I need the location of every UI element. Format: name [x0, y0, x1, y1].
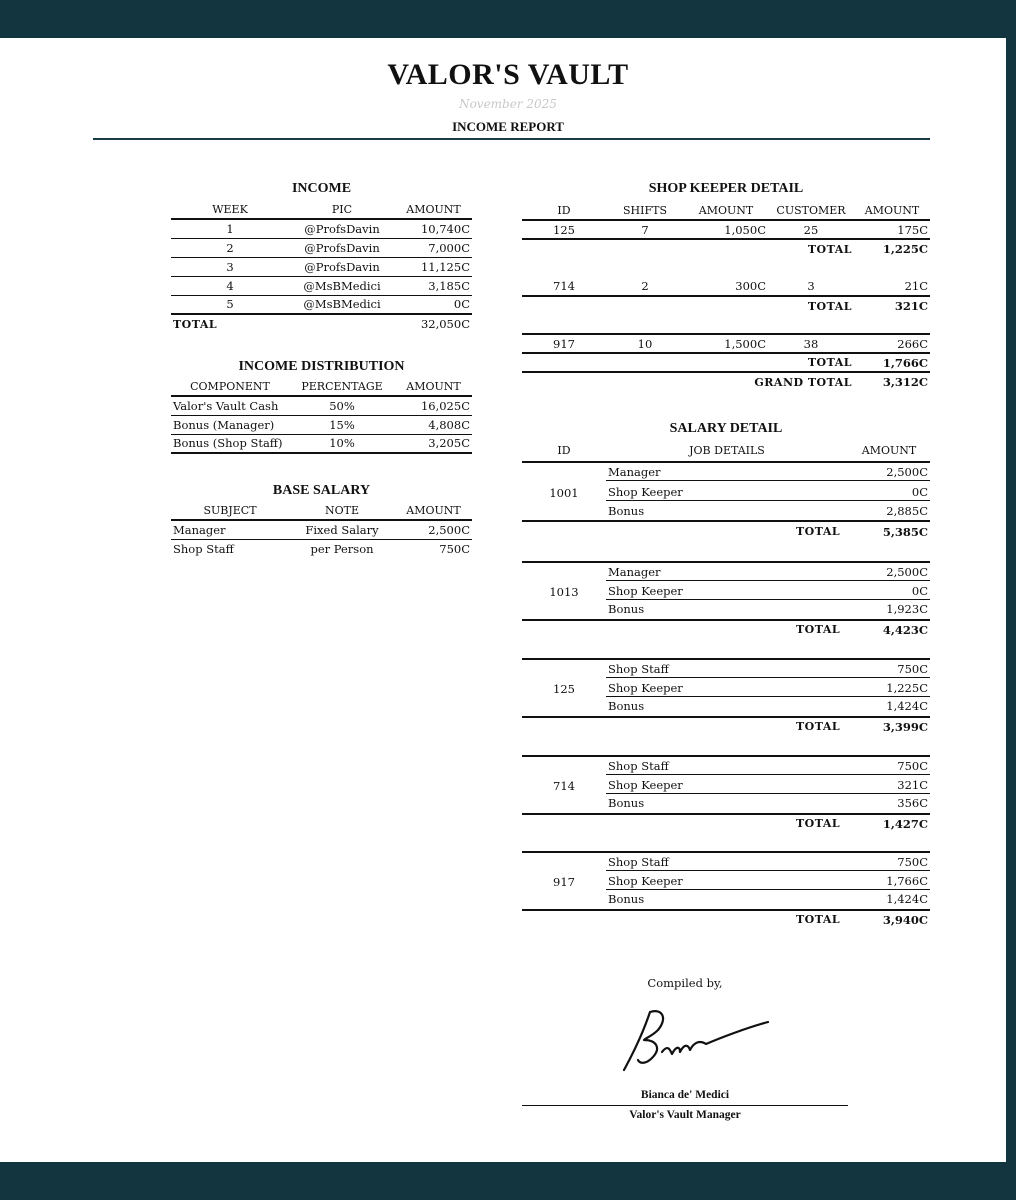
salary-amount: 356C	[897, 796, 928, 810]
base-salary-subject: Shop Staff	[173, 541, 234, 556]
salary-job: Bonus	[608, 796, 645, 810]
distribution-percentage: 50%	[329, 398, 355, 413]
shop-keeper-customer-amount: 266C	[897, 336, 928, 351]
distribution-col-amount: AMOUNT	[406, 380, 461, 393]
salary-job: Bonus	[608, 892, 645, 906]
salary-total-row	[522, 620, 930, 640]
distribution-percentage: 15%	[329, 417, 355, 432]
salary-title: SALARY DETAIL	[669, 421, 783, 436]
shop-keeper-id: 917	[553, 336, 575, 351]
salary-amount: 750C	[897, 759, 928, 773]
salary-amount: 750C	[897, 855, 928, 869]
shop-keeper-col-customer: CUSTOMER	[776, 204, 846, 217]
distribution-header-row	[171, 378, 472, 396]
base-salary-subject: Manager	[173, 522, 226, 537]
distribution-component: Bonus (Manager)	[173, 417, 275, 432]
shop-keeper-amount: 1,050C	[724, 222, 766, 237]
salary-line	[606, 793, 930, 812]
salary-group-id: 1013	[549, 585, 579, 599]
base-salary-table	[171, 502, 472, 558]
income-week: 1	[226, 221, 234, 236]
shop-keeper-customer: 38	[803, 336, 819, 351]
table-row	[522, 334, 930, 353]
salary-job: Shop Keeper	[608, 681, 683, 695]
salary-amount: 1,424C	[886, 892, 928, 906]
salary-total-value: 3,940C	[882, 913, 928, 927]
shop-keeper-total-row	[522, 239, 930, 258]
document-title: VALOR'S VAULT	[387, 58, 629, 91]
salary-job: Bonus	[608, 602, 645, 616]
shop-keeper-total-label: TOTAL	[807, 242, 852, 256]
salary-line	[606, 462, 930, 481]
salary-total-label: TOTAL	[796, 720, 841, 733]
shop-keeper-grand-total-row	[522, 372, 930, 391]
income-week: 2	[226, 240, 234, 255]
income-col-week: WEEK	[212, 203, 248, 216]
signer-role: Valor's Vault Manager	[629, 1109, 741, 1121]
shop-keeper-id: 714	[553, 279, 575, 293]
income-week: 4	[226, 278, 234, 293]
shop-keeper-customer-amount: 175C	[897, 222, 928, 237]
salary-line	[606, 889, 930, 908]
distribution-amount: 3,205C	[428, 436, 470, 451]
shop-keeper-total-label: TOTAL	[807, 299, 852, 313]
salary-group-id: 1001	[549, 486, 579, 500]
table-row	[171, 415, 472, 434]
shop-keeper-shifts: 7	[641, 222, 649, 237]
salary-total-value: 1,427C	[882, 817, 928, 831]
salary-job: Shop Staff	[608, 855, 669, 869]
distribution-table	[171, 378, 472, 454]
shop-keeper-table	[522, 202, 930, 391]
salary-col-amount: AMOUNT	[861, 443, 917, 457]
table-row	[171, 539, 472, 558]
shop-keeper-header-row	[522, 202, 930, 220]
table-row	[171, 520, 472, 539]
salary-line	[606, 581, 930, 600]
salary-line	[606, 659, 930, 678]
shop-keeper-shifts: 2	[641, 279, 649, 293]
shop-keeper-shifts: 10	[637, 336, 653, 351]
shop-keeper-customer: 25	[803, 222, 819, 237]
report-period: November 2025	[459, 97, 557, 111]
table-row	[171, 295, 472, 314]
top-bar	[0, 0, 1016, 38]
salary-amount: 750C	[897, 662, 928, 676]
distribution-component: Bonus (Shop Staff)	[173, 436, 283, 451]
income-total-value: 32,050C	[420, 317, 470, 331]
base-salary-col-note: NOTE	[324, 504, 359, 517]
income-table	[171, 201, 472, 333]
salary-amount: 2,500C	[886, 565, 928, 579]
salary-header-row	[522, 441, 930, 459]
shop-keeper-title: SHOP KEEPER DETAIL	[648, 181, 804, 196]
salary-line	[606, 482, 930, 501]
shop-keeper-grand-total-value: 3,312C	[882, 375, 928, 389]
base-salary-note: per Person	[310, 541, 374, 556]
shop-keeper-col-amount: AMOUNT	[698, 204, 754, 217]
salary-group-id: 714	[553, 779, 575, 793]
side-bar	[1006, 0, 1016, 1200]
salary-job: Manager	[608, 465, 661, 479]
shop-keeper-total-value: 1,766C	[882, 355, 928, 370]
income-header-row	[171, 201, 472, 219]
income-week: 3	[226, 259, 234, 274]
income-pic: @ProfsDavin	[304, 259, 380, 274]
salary-header-table	[522, 441, 930, 459]
signature-image	[610, 1000, 780, 1085]
shop-keeper-total-label: TOTAL	[807, 356, 852, 369]
shop-keeper-amount: 1,500C	[724, 336, 766, 351]
salary-total-row	[522, 717, 930, 737]
base-salary-title: BASE SALARY	[272, 483, 371, 498]
signature-line	[522, 1105, 848, 1106]
header-divider	[93, 138, 930, 140]
table-row	[171, 238, 472, 257]
salary-total-value: 4,423C	[882, 623, 928, 637]
income-pic: @ProfsDavin	[304, 221, 380, 236]
salary-job: Shop Staff	[608, 662, 669, 676]
salary-col-id: ID	[557, 443, 571, 457]
distribution-percentage: 10%	[329, 436, 355, 451]
distribution-col-percentage: PERCENTAGE	[301, 380, 383, 393]
table-row	[171, 276, 472, 295]
income-total-row	[171, 314, 472, 333]
salary-amount: 0C	[911, 584, 928, 598]
salary-total-label: TOTAL	[796, 623, 841, 636]
salary-line	[606, 599, 930, 618]
salary-group-id: 917	[553, 875, 575, 889]
report-type: INCOME REPORT	[452, 119, 564, 134]
salary-line	[606, 871, 930, 890]
compiled-by-label: Compiled by,	[647, 976, 723, 990]
salary-job: Bonus	[608, 699, 645, 713]
table-row	[522, 220, 930, 239]
salary-job: Shop Staff	[608, 759, 669, 773]
income-amount: 3,185C	[428, 278, 470, 293]
table-row	[171, 434, 472, 453]
bottom-bar	[0, 1162, 1016, 1200]
salary-line	[606, 678, 930, 697]
salary-line	[606, 562, 930, 581]
base-salary-amount: 2,500C	[428, 522, 470, 537]
distribution-amount: 16,025C	[420, 398, 470, 413]
salary-amount: 1,424C	[886, 699, 928, 713]
salary-job: Shop Keeper	[608, 485, 683, 499]
base-salary-col-amount: AMOUNT	[406, 504, 461, 517]
distribution-amount: 4,808C	[428, 417, 470, 432]
table-row	[171, 396, 472, 415]
salary-col-job: JOB DETAILS	[689, 443, 765, 457]
salary-total-value: 5,385C	[882, 525, 928, 539]
table-row	[171, 257, 472, 276]
salary-total-value: 3,399C	[882, 720, 928, 734]
income-amount: 11,125C	[420, 259, 470, 274]
income-total-label: TOTAL	[173, 317, 218, 331]
income-pic: @ProfsDavin	[304, 240, 380, 255]
salary-line	[606, 501, 930, 520]
salary-amount: 1,225C	[886, 681, 928, 695]
signer-name: Bianca de' Medici	[640, 1089, 730, 1101]
salary-job: Shop Keeper	[608, 584, 683, 598]
salary-amount: 0C	[911, 485, 928, 499]
base-salary-col-subject: SUBJECT	[203, 504, 257, 517]
income-title: INCOME	[291, 181, 352, 196]
salary-line	[606, 756, 930, 775]
income-week: 5	[226, 297, 234, 312]
table-row	[171, 219, 472, 238]
shop-keeper-total-row	[522, 353, 930, 372]
distribution-component: Valor's Vault Cash	[173, 398, 279, 413]
shop-keeper-total-value: 321C	[894, 299, 928, 313]
salary-line	[606, 696, 930, 715]
distribution-title: INCOME DISTRIBUTION	[238, 359, 405, 374]
salary-job: Manager	[608, 565, 661, 579]
base-salary-amount: 750C	[439, 541, 470, 556]
salary-job: Shop Keeper	[608, 874, 683, 888]
income-col-pic: PIC	[331, 203, 353, 216]
table-row	[522, 277, 930, 296]
salary-job: Bonus	[608, 504, 645, 518]
salary-amount: 2,885C	[886, 504, 928, 518]
salary-job: Shop Keeper	[608, 778, 683, 792]
shop-keeper-col-shifts: SHIFTS	[623, 204, 667, 217]
income-amount: 7,000C	[428, 240, 470, 255]
salary-amount: 1,766C	[886, 874, 928, 888]
salary-total-row	[522, 814, 930, 834]
income-pic: @MsBMedici	[303, 297, 381, 312]
salary-line	[606, 775, 930, 794]
salary-line	[606, 852, 930, 871]
salary-total-row	[522, 910, 930, 930]
base-salary-header-row	[171, 502, 472, 520]
shop-keeper-customer-amount: 21C	[904, 279, 928, 293]
shop-keeper-id: 125	[553, 222, 575, 237]
shop-keeper-grand-total-label: GRAND TOTAL	[754, 375, 852, 389]
base-salary-note: Fixed Salary	[305, 522, 379, 537]
salary-total-label: TOTAL	[796, 817, 841, 830]
salary-amount: 2,500C	[886, 465, 928, 479]
income-amount: 0C	[453, 297, 470, 312]
shop-keeper-col-id: ID	[557, 204, 571, 217]
shop-keeper-col-customer-amount: AMOUNT	[864, 204, 920, 217]
income-pic: @MsBMedici	[303, 278, 381, 293]
shop-keeper-customer: 3	[807, 279, 815, 293]
shop-keeper-total-value: 1,225C	[882, 242, 928, 256]
income-amount: 10,740C	[420, 221, 470, 236]
salary-group-id: 125	[553, 682, 575, 696]
salary-total-label: TOTAL	[796, 525, 841, 538]
distribution-col-component: COMPONENT	[190, 380, 270, 393]
salary-amount: 321C	[897, 778, 928, 792]
shop-keeper-amount: 300C	[735, 279, 766, 293]
salary-total-label: TOTAL	[796, 913, 841, 926]
salary-total-row	[522, 522, 930, 542]
income-col-amount: AMOUNT	[406, 203, 461, 216]
salary-amount: 1,923C	[886, 602, 928, 616]
shop-keeper-total-row	[522, 296, 930, 315]
